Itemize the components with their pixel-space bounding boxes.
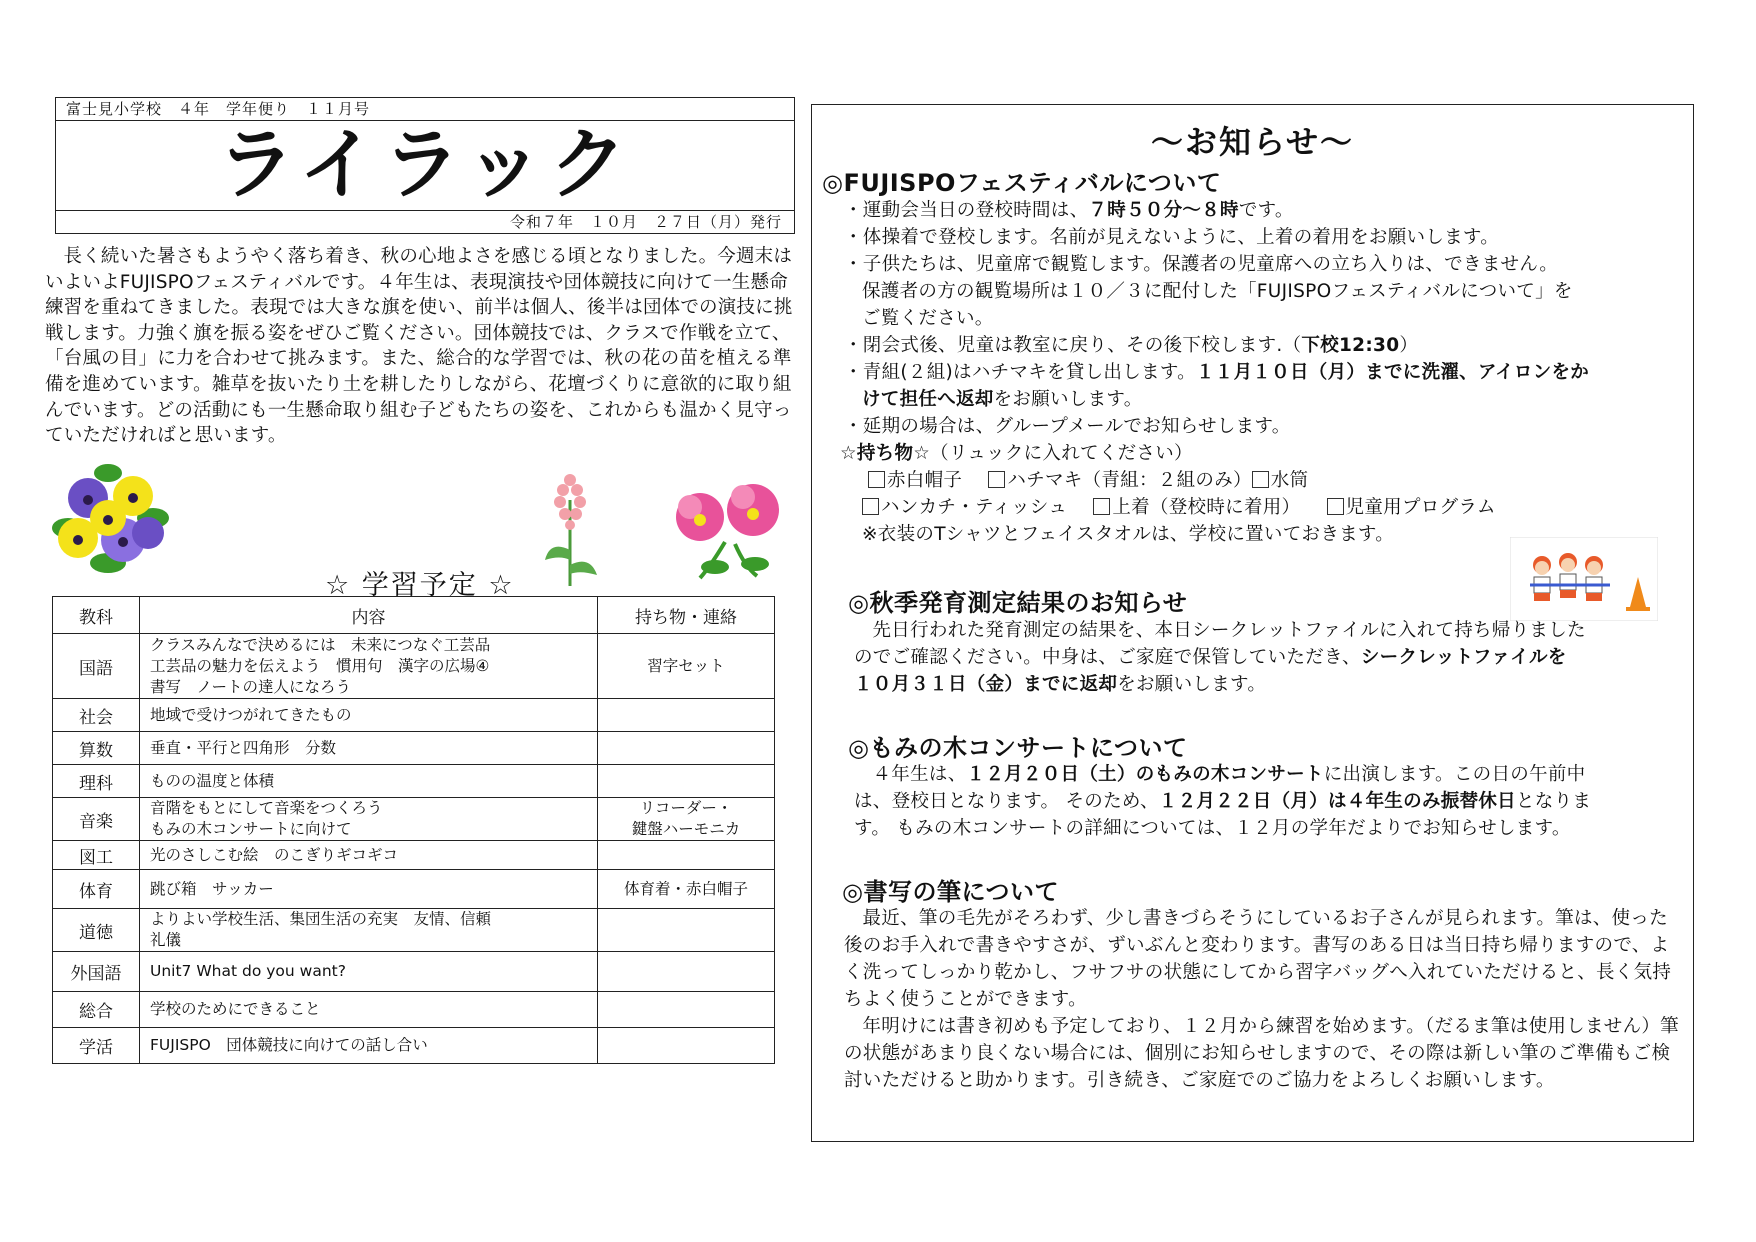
checkbox-icon [1252,471,1269,488]
content-cell [140,699,598,732]
concert-line [854,788,1684,815]
fujispo-heading: ◎FUJISPOフェスティバルについて [822,169,1222,197]
text-span: となりま [1515,791,1592,812]
items-cell [598,732,775,765]
fujispo-line: ・体操着で登校します。名前が見えないように、上着の着用をお願いします。 [844,227,1500,248]
items-line: 習字セット [647,656,725,675]
masthead [55,97,795,234]
study-schedule-table [52,596,775,1064]
item-label: 水筒 [1270,470,1309,491]
fujispo-line [844,386,1684,413]
notice-box [811,104,1694,1142]
arrival-time: ７時５０分～８時 [1088,200,1239,221]
items-line: 体育着・赤白帽子 [623,879,748,898]
content-line: FUJISPO 団体競技に向けての話し合い [150,1036,428,1054]
table-row [53,841,775,870]
table-row [53,699,775,732]
brush-paragraph: 最近、筆の毛先がそろわず、少し書きづらそうにしているお子さんが見られます。筆は、使った後のお手入れで書きやすさが、ずいぶんと変わります。書写のある日は当日持ち帰りますので、よく洗ってしっかり乾かし、フサフサの状態にしてから習字バッグへ入れていただけると、長く気持ちよく使うことができます。 [844,908,1672,1010]
fujispo-line: ・延期の場合は、グループメールでお知らせします。 [844,416,1291,437]
items-cell [598,1028,775,1064]
subject-cell: 道徳 [53,909,140,952]
content-line: よりよい学校生活、集団生活の充実 友情、信頼 [150,910,492,928]
content-line: 工芸品の魅力を伝えよう 慣用句 漢字の広場④ [150,656,490,675]
subject-cell: 音楽 [53,798,140,841]
table-row [53,952,775,992]
text-span: に出演します。この日の午前中 [1323,764,1586,785]
content-cell [140,992,598,1028]
content-line: もみの木コンサートに向けて [150,820,352,838]
fujispo-line [844,197,1684,224]
content-cell [140,841,598,870]
pansy-bouquet-illustration [48,458,173,578]
table-row [53,634,775,699]
content-line: 礼儀 [150,931,182,949]
content-cell [140,732,598,765]
items-label-title: ☆持ち物☆ [840,443,931,464]
dismissal-time: 下校12:30 [1301,335,1400,356]
subject-cell: 図工 [53,841,140,870]
measurement-heading: ◎秋季発育測定結果のお知らせ [848,589,1188,617]
header-content: 内容 [140,597,598,634]
intro-paragraph [45,244,797,449]
concert-date: １２月２０日（土）のもみの木コンサート [966,764,1324,785]
items-cell [598,909,775,952]
header-subject: 教科 [53,597,140,634]
items-cell [598,798,775,841]
brush-details [844,905,1686,1094]
content-line: 地域で受けつがれてきたもの [150,705,352,724]
items-cell [598,841,775,870]
concert-heading: ◎もみの木コンサートについて [848,734,1188,762]
text-span: ・青組(２組)はハチマキを貸し出します。 [844,362,1196,383]
items-note: ※衣装のTシャツとフェイスタオルは、学校に置いておきます。 [862,524,1395,545]
items-cell [598,870,775,909]
pink-pansy-illustration [665,472,785,580]
text-span: は、登校日となります。 そのため、 [854,791,1159,812]
items-to-bring [840,440,1680,548]
fujispo-line [844,332,1684,359]
content-line: Unit7 What do you want? [150,962,346,980]
measurement-line [854,644,1684,671]
schedule-title: ☆ 学習予定 ☆ [325,570,515,601]
content-cell [140,765,598,798]
items-label-note: （リュックに入れてください） [930,443,1193,464]
content-line: 光のさしこむ絵 のこぎりギコギコ [150,845,399,864]
fujispo-details [844,197,1684,440]
concert-line [854,761,1684,788]
table-row [53,870,775,909]
items-cell [598,992,775,1028]
content-cell [140,1028,598,1064]
table-row [53,992,775,1028]
fujispo-line: ご覧ください。 [862,308,994,329]
text-span: をお願いします。 [993,389,1143,410]
subject-cell: 理科 [53,765,140,798]
concert-line: す。 もみの木コンサートの詳細については、１２月の学年だよりでお知らせします。 [854,818,1571,839]
content-cell [140,798,598,841]
item-label: ハンカチ・ティッシュ [881,497,1068,518]
newsletter-info: 富士見小学校 ４年 学年便り １１月号 [56,98,794,121]
issue-date: 令和７年 １０月 ２７日（月）発行 [56,210,794,233]
text-span: です。 [1238,200,1294,221]
content-line: 学校のためにできること [150,1000,321,1018]
subject-cell: 国語 [53,634,140,699]
content-line: クラスみんなで決めるには 未来につなぐ工芸品 [150,635,491,654]
checkbox-icon [1327,498,1344,515]
items-cell [598,765,775,798]
header-items: 持ち物・連絡 [598,597,775,634]
item-label: ハチマキ（青組：２組のみ） [1007,470,1252,491]
measurement-line [854,671,1684,698]
item-label: 児童用プログラム [1345,497,1496,518]
text-span: ・閉会式後、児童は教室に戻り、その後下校します.（ [844,335,1302,356]
items-cell [598,699,775,732]
items-row-1 [840,467,1680,494]
text-span: ） [1399,335,1419,356]
subject-cell: 算数 [53,732,140,765]
content-cell [140,870,598,909]
newsletter-title: ライラック [216,120,634,210]
fujispo-line [844,359,1684,386]
return-deadline: １０月３１日（金）までに返却 [854,674,1118,695]
items-cell [598,952,775,992]
children-running-illustration [1510,537,1658,621]
secret-file: シークレットファイルを [1360,647,1567,668]
items-line: リコーダー・ [639,799,733,817]
brush-heading: ◎書写の筆について [842,878,1059,906]
items-cell [598,634,775,699]
table-row [53,798,775,841]
text-span: をお願いします。 [1117,674,1267,695]
subject-cell: 社会 [53,699,140,732]
text-span: ４年生は、 [872,764,967,785]
content-line: 音階をもとにして音楽をつくろう [150,799,383,817]
fujispo-line: 保護者の方の観覧場所は１０／３に配付した「FUJISPOフェスティバルについて」を [862,281,1573,302]
pink-flower-stalk-illustration [535,470,605,588]
items-row-2 [840,494,1680,521]
notice-title: ～お知らせ～ [1150,123,1355,161]
text-span: のでご確認ください。中身は、ご家庭で保管していただき、 [854,647,1361,668]
measurement-details [854,617,1684,698]
content-cell [140,952,598,992]
subject-cell: 学活 [53,1028,140,1064]
brush-paragraph: 年明けには書き初めも予定しており、１２月から練習を始めます。（だるま筆は使用しません）筆の状態があまり良くない場合には、個別にお知らせしますので、その際は新しい筆のご準備もご検討いただけると助かります。引き続き、ご家庭でのご協力をよろしくお願いします。 [844,1016,1679,1091]
subject-cell: 外国語 [53,952,140,992]
content-line: 垂直・平行と四角形 分数 [150,738,337,757]
return-deadline: １１月１０日（月）までに洗濯、アイロンをか [1195,362,1590,383]
subject-cell: 体育 [53,870,140,909]
measurement-line: 先日行われた発育測定の結果を、本日シークレットファイルに入れて持ち帰りました [872,620,1586,641]
intro-text: 長く続いた暑さもようやく落ち着き、秋の心地よさを感じる頃となりました。今週末はいよいよFUJISPOフェスティバルです。４年生は、表現演技や団体競技に向けて一生懸命練習を重ねてきました。表現では大きな旗を使い、前半は個人、後半は団体での演技に挑戦します。力強く旗を振る姿をぜひご覧ください。団体競技では、クラスで作戦を立て、「台風の目」に力を合わせて挑みます。また、総合的な学習では、秋の花の苗を植える準備を進めています。雑草を抜いたり土を耕したりしながら、花壇づくりに意欲的に取り組んでいます。どの活動にも一生懸命取り組む子どもたちの姿を、これからも温かく見守っていただければと思います。 [45,246,793,447]
checkbox-icon [1093,498,1110,515]
content-cell [140,634,598,699]
checkbox-icon [988,471,1005,488]
table-row [53,732,775,765]
holiday-date: １２月２２日（月）は４年生のみ振替休日 [1158,791,1516,812]
subject-cell: 総合 [53,992,140,1028]
content-line: ものの温度と体積 [150,771,275,790]
checkbox-icon [862,498,879,515]
table-row [53,909,775,952]
concert-details [854,761,1684,842]
text-span: ・運動会当日の登校時間は、 [844,200,1089,221]
table-row [53,765,775,798]
table-header-row [53,597,775,634]
fujispo-line: ・子供たちは、児童席で観覧します。保護者の児童席への立ち入りは、できません。 [844,254,1559,275]
content-line: 書写 ノートの達人になろう [150,677,352,696]
content-cell [140,909,598,952]
item-label: 上着（登校時に着用） [1112,497,1301,518]
item-label: 赤白帽子 [887,470,963,491]
table-row [53,1028,775,1064]
return-instruction: けて担任へ返却 [862,389,994,410]
checkbox-icon [868,471,885,488]
items-line: 鍵盤ハーモニカ [631,820,741,838]
items-label [840,440,1680,467]
content-line: 跳び箱 サッカー [150,879,274,898]
